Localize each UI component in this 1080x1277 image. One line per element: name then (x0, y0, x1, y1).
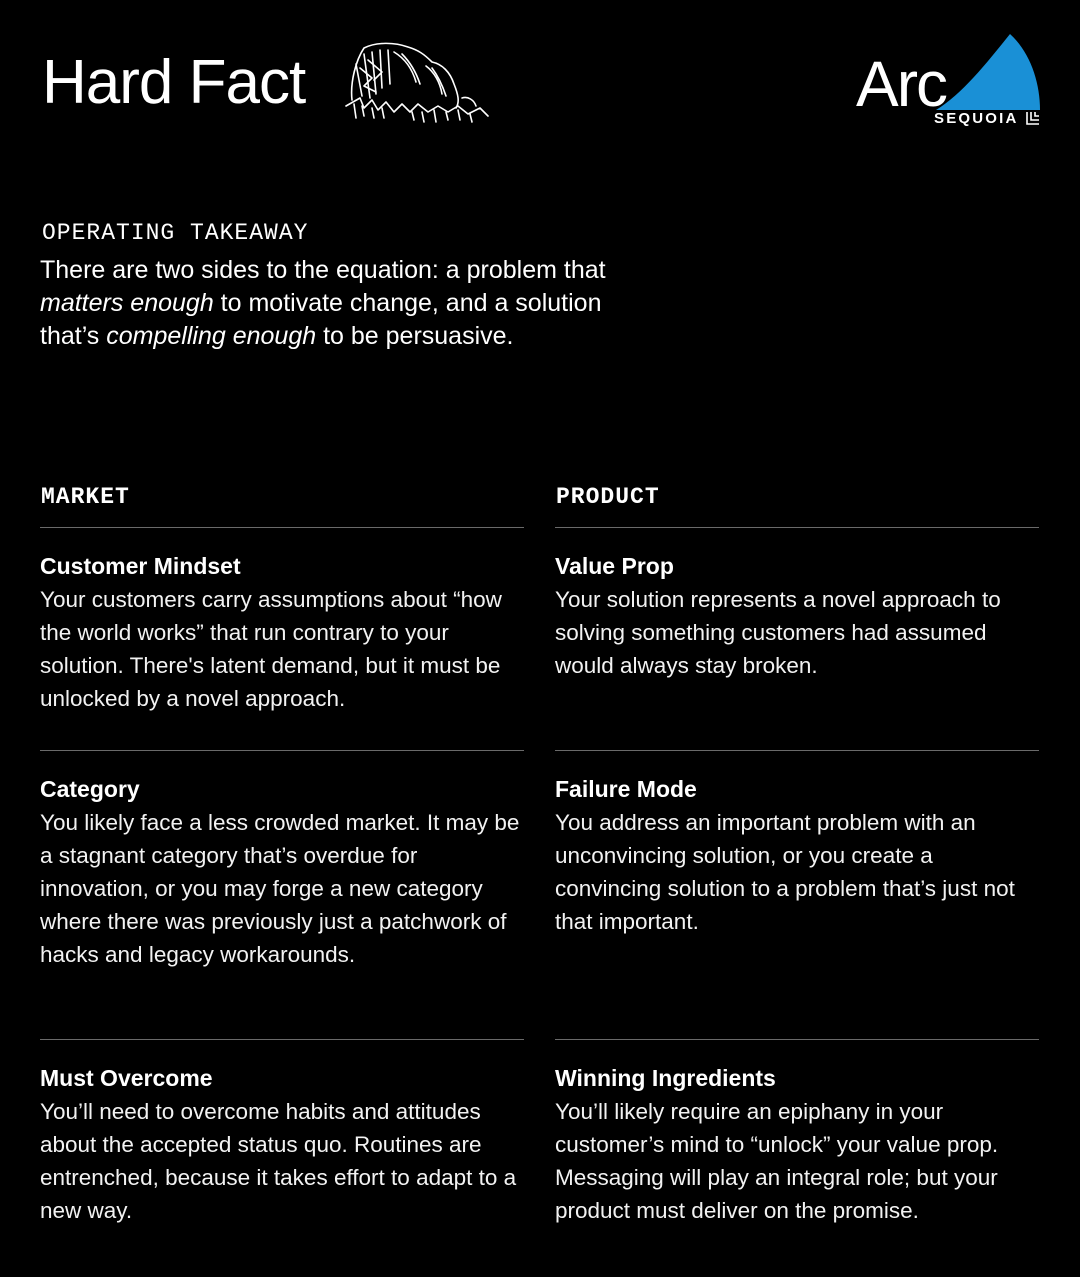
divider (555, 1039, 1039, 1040)
arc-triangle-shape (936, 34, 1040, 110)
card-title: Customer Mindset (40, 553, 241, 579)
brand-subtitle-text: SEQUOIA (934, 110, 1019, 127)
takeaway-text (40, 254, 660, 353)
arc-triangle-icon (936, 34, 1042, 110)
page-title: Hard Fact (42, 48, 306, 117)
card-title: Must Overcome (40, 1065, 213, 1091)
takeaway-text-part3: to be persuasive. (316, 322, 514, 350)
takeaway-emphasis-1: matters enough (40, 289, 214, 317)
product-heading: PRODUCT (556, 484, 660, 510)
card-category (40, 773, 524, 971)
divider (555, 527, 1039, 528)
card-customer-mindset (40, 550, 524, 715)
arc-sequoia-logo (852, 34, 1044, 132)
card-must-overcome (40, 1062, 524, 1227)
card-body: Your customers carry assumptions about “how the world works” that run contrary to your solution. There's latent demand, but it must be unlocked by a novel approach. (40, 587, 502, 711)
takeaway-emphasis-2: compelling enough (106, 322, 317, 350)
card-value-prop (555, 550, 1039, 682)
sequoia-mark-icon (1026, 111, 1040, 125)
card-body: You’ll likely require an epiphany in your customer’s mind to “unlock” your value prop. Messaging will play an integral role; but your product must deliver on the promise. (555, 1099, 999, 1223)
card-title: Failure Mode (555, 776, 697, 802)
card-winning-ingredients (555, 1062, 1039, 1227)
card-title: Value Prop (555, 553, 674, 579)
rock-illustration-icon (342, 38, 492, 128)
divider (40, 527, 524, 528)
brand-subtitle (934, 111, 1040, 126)
divider (40, 750, 524, 751)
card-failure-mode (555, 773, 1039, 938)
market-column (40, 484, 524, 1223)
takeaway-text-part1: There are two sides to the equation: a problem that (40, 256, 606, 284)
brand-name: Arc (856, 48, 946, 120)
takeaway-text-part2: to motivate change, and a solution that’s (40, 289, 602, 350)
card-title: Winning Ingredients (555, 1065, 776, 1091)
market-heading: MARKET (41, 484, 130, 510)
product-column (555, 484, 1039, 1223)
card-body: You likely face a less crowded market. It may be a stagnant category that’s overdue for innovation, or you may forge a new category where there was previously just a patchwork of hacks and legacy workarounds. (40, 810, 520, 967)
card-title: Category (40, 776, 140, 802)
divider (40, 1039, 524, 1040)
card-body: Your solution represents a novel approach to solving something customers had assumed would always stay broken. (555, 587, 1001, 678)
card-body: You address an important problem with an unconvincing solution, or you create a convincing solution to a problem that’s just not that important. (555, 810, 1015, 934)
takeaway-label: OPERATING TAKEAWAY (42, 220, 309, 246)
card-body: You’ll need to overcome habits and attitudes about the accepted status quo. Routines are entrenched, because it takes effort to adapt to a new way. (40, 1099, 517, 1223)
divider (555, 750, 1039, 751)
